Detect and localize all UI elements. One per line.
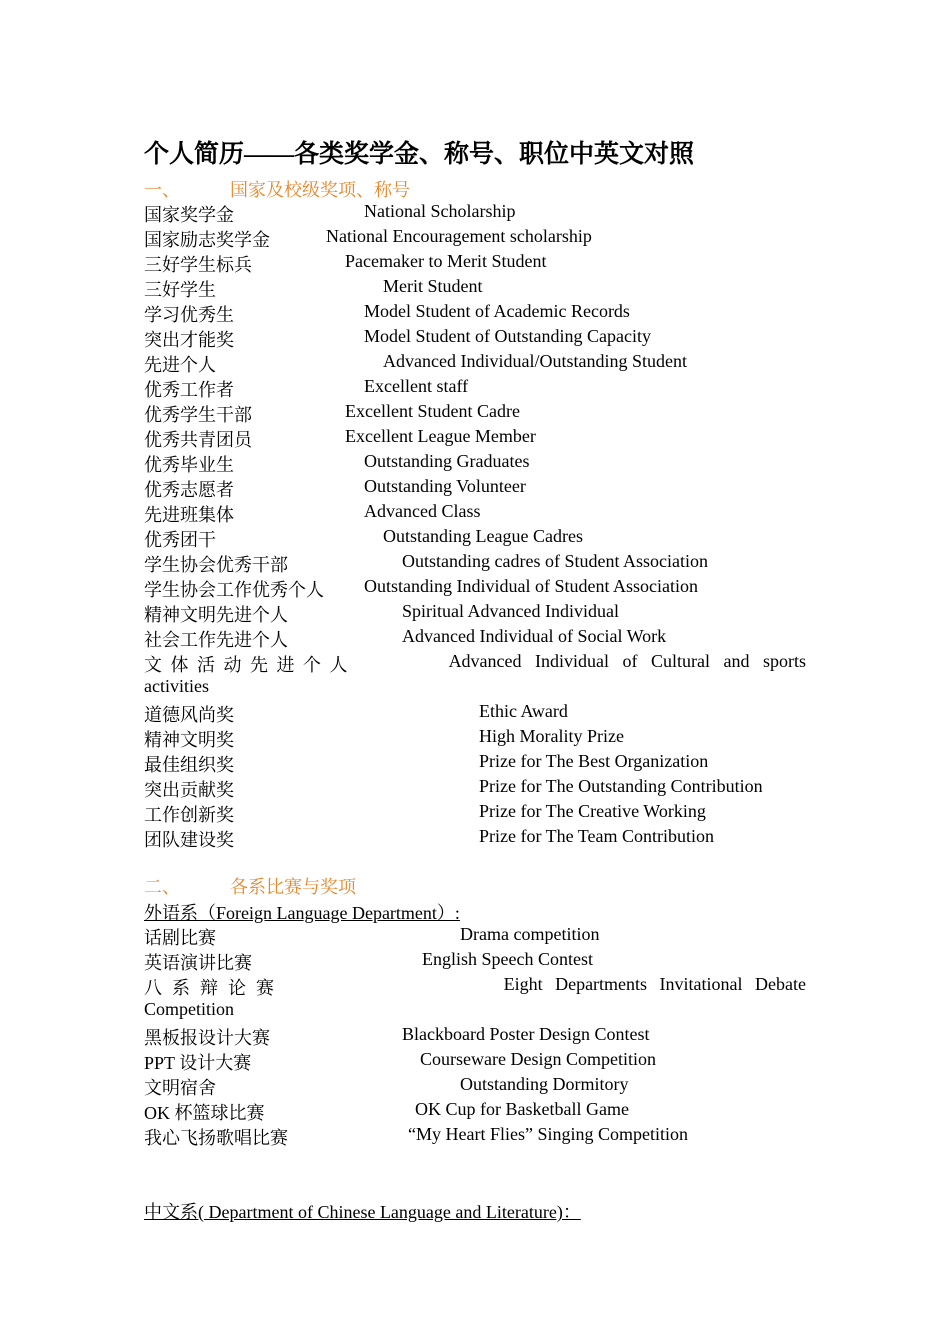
english-term: National Scholarship — [364, 201, 516, 221]
english-term: Model Student of Academic Records — [364, 301, 630, 321]
english-term: Spiritual Advanced Individual — [402, 601, 619, 621]
chinese-term: 优秀志愿者 — [144, 480, 234, 500]
chinese-term: 突出贡献奖 — [144, 780, 234, 800]
english-term: English Speech Contest — [422, 949, 593, 969]
page-title: 个人简历——各类奖学金、称号、职位中英文对照 — [144, 141, 695, 168]
chinese-term: OK 杯篮球比赛 — [144, 1103, 265, 1123]
chinese-term: 文明宿舍 — [144, 1078, 216, 1098]
chinese-term: 学生协会优秀干部 — [144, 555, 288, 575]
chinese-term: 优秀团干 — [144, 530, 216, 550]
department-heading: 中文系( Department of Chinese Language and Literature)： — [144, 1202, 581, 1222]
chinese-term: 国家奖学金 — [144, 205, 234, 225]
chinese-term: 我心飞扬歌唱比赛 — [144, 1128, 288, 1148]
english-term: Outstanding Dormitory — [460, 1074, 629, 1094]
english-term: Model Student of Outstanding Capacity — [364, 326, 651, 346]
english-term: Blackboard Poster Design Contest — [402, 1024, 650, 1044]
chinese-term: 先进班集体 — [144, 505, 234, 525]
chinese-term: 最佳组织奖 — [144, 755, 234, 775]
section-heading-1 — [144, 176, 410, 202]
english-term: Outstanding League Cadres — [383, 526, 583, 546]
english-term: Drama competition — [460, 924, 600, 944]
english-term: Pacemaker to Merit Student — [345, 251, 547, 271]
english-term: Advanced Individual/Outstanding Student — [383, 351, 687, 371]
chinese-term: 优秀工作者 — [144, 380, 234, 400]
english-term: Prize for The Team Contribution — [479, 826, 715, 846]
list-item — [144, 974, 806, 999]
department-heading: 外语系（Foreign Language Department）: — [144, 903, 460, 923]
english-term: Outstanding cadres of Student Association — [402, 551, 708, 571]
english-term: Merit Student — [383, 276, 483, 296]
english-term: High Morality Prize — [479, 726, 624, 746]
chinese-term: 团队建设奖 — [144, 830, 234, 850]
english-term-continuation: activities — [144, 676, 209, 696]
chinese-term: 三好学生标兵 — [144, 255, 252, 275]
english-term: Advanced Individual of Cultural and sports — [448, 651, 806, 671]
chinese-term: 黑板报设计大赛 — [144, 1028, 270, 1048]
english-term: Advanced Individual of Social Work — [402, 626, 667, 646]
chinese-term: 先进个人 — [144, 355, 216, 375]
english-term: National Encouragement scholarship — [326, 226, 592, 246]
chinese-term: 优秀共青团员 — [144, 430, 252, 450]
english-term: Outstanding Graduates — [364, 451, 530, 471]
chinese-term: 文体活动先进个人 — [144, 655, 356, 675]
chinese-term: 精神文明先进个人 — [144, 605, 288, 625]
chinese-term: 优秀学生干部 — [144, 405, 252, 425]
section-number: 一、 — [144, 180, 180, 200]
chinese-term: 英语演讲比赛 — [144, 953, 252, 973]
chinese-term: 学生协会工作优秀个人 — [144, 580, 324, 600]
chinese-term: 三好学生 — [144, 280, 216, 300]
chinese-term: 道德风尚奖 — [144, 705, 234, 725]
english-term: “My Heart Flies” Singing Competition — [408, 1124, 688, 1144]
english-term: Prize for The Best Organization — [479, 751, 709, 771]
list-item — [144, 651, 806, 676]
chinese-term: 精神文明奖 — [144, 730, 234, 750]
chinese-term: 工作创新奖 — [144, 805, 234, 825]
chinese-term: 突出才能奖 — [144, 330, 234, 350]
chinese-term: 国家励志奖学金 — [144, 230, 270, 250]
english-term: Outstanding Volunteer — [364, 476, 526, 496]
english-term: Prize for The Creative Working — [479, 801, 706, 821]
chinese-term: 八系辩论赛 — [144, 978, 284, 998]
english-term: Excellent Student Cadre — [345, 401, 520, 421]
english-term: Excellent staff — [364, 376, 469, 396]
english-term: Prize for The Outstanding Contribution — [479, 776, 763, 796]
english-term: Outstanding Individual of Student Association — [364, 576, 698, 596]
chinese-term: 社会工作先进个人 — [144, 630, 288, 650]
chinese-term: 优秀毕业生 — [144, 455, 234, 475]
section-number: 二、 — [144, 877, 180, 897]
english-term: Ethic Award — [479, 701, 568, 721]
section-title: 各系比赛与奖项 — [230, 877, 356, 897]
section-title: 国家及校级奖项、称号 — [230, 180, 410, 200]
english-term: Excellent League Member — [345, 426, 536, 446]
english-term: Advanced Class — [364, 501, 481, 521]
english-term: Eight Departments Invitational Debate — [503, 974, 806, 994]
chinese-term: 学习优秀生 — [144, 305, 234, 325]
english-term-continuation: Competition — [144, 999, 234, 1019]
english-term: OK Cup for Basketball Game — [415, 1099, 629, 1119]
section-heading-2 — [144, 873, 356, 899]
chinese-term: PPT 设计大赛 — [144, 1053, 252, 1073]
chinese-term: 话剧比赛 — [144, 928, 216, 948]
english-term: Courseware Design Competition — [420, 1049, 656, 1069]
